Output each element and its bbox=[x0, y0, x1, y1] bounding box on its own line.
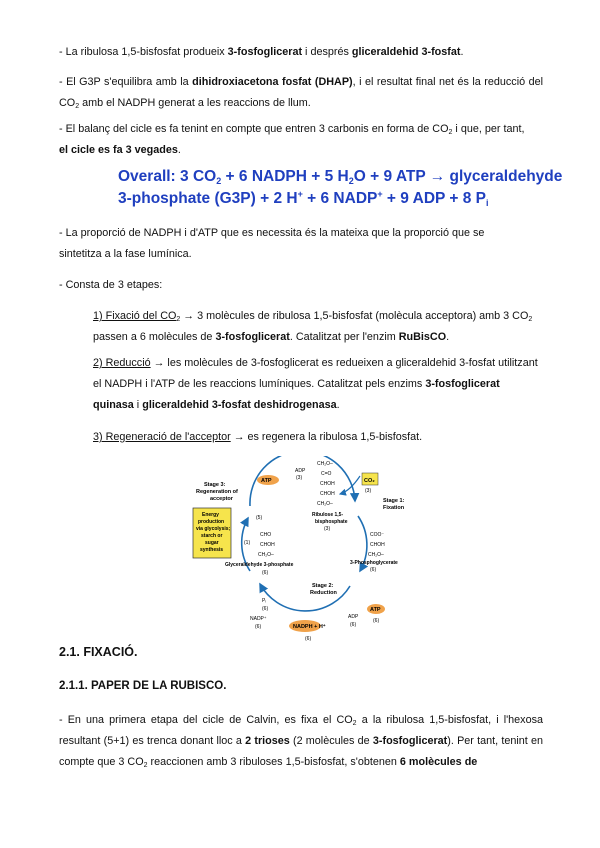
svg-text:ATP: ATP bbox=[261, 478, 272, 484]
cycle-arrow-bottom bbox=[260, 584, 350, 611]
heading-2-1: 2.1. FIXACIÓ. bbox=[59, 645, 138, 659]
calvin-cycle-diagram bbox=[190, 456, 412, 646]
svg-text:C=O: C=O bbox=[321, 471, 332, 477]
svg-text:(3): (3) bbox=[324, 526, 331, 532]
svg-text:Energy: Energy bbox=[202, 512, 219, 518]
svg-text:(6): (6) bbox=[262, 570, 269, 576]
svg-text:CHOH: CHOH bbox=[320, 481, 335, 487]
bullet-1: - La ribulosa 1,5-bisfosfat produeix 3-fosfoglicerat i després gliceraldehid 3-fosfat. bbox=[59, 46, 464, 58]
svg-text:CH₂O–: CH₂O– bbox=[368, 552, 384, 558]
svg-text:(6): (6) bbox=[255, 624, 262, 630]
svg-text:COO⁻: COO⁻ bbox=[370, 532, 385, 538]
svg-text:CO₂: CO₂ bbox=[364, 478, 375, 484]
svg-text:ADP: ADP bbox=[348, 614, 359, 620]
svg-text:(6): (6) bbox=[305, 636, 312, 642]
svg-text:Pᵢ: Pᵢ bbox=[262, 598, 267, 604]
stage-3-text: 3) Regeneració de l'acceptor → es regenera la ribulosa 1,5-bisfosfat. bbox=[93, 431, 423, 443]
svg-text:CH₂O–: CH₂O– bbox=[258, 552, 274, 558]
svg-text:Fixation: Fixation bbox=[383, 505, 405, 511]
svg-text:(6): (6) bbox=[262, 606, 269, 612]
svg-text:(6): (6) bbox=[373, 618, 380, 624]
svg-text:(6): (6) bbox=[350, 622, 357, 628]
stage-1-text: 1) Fixació del $CO_2 \to 3$ molècules de ribulosa 1,5-bisfosfat (molècula acceptora) amb 3 $CO_2$ passen a 6 molècules de 3-fosfoglicerat. Catalitzat per l'enzim RuBisCO. bbox=[93, 310, 533, 343]
heading-2-1-1: 2.1.1. PAPER DE LA RUBISCO. bbox=[59, 680, 227, 692]
svg-text:NADP⁺: NADP⁺ bbox=[250, 616, 267, 622]
svg-text:ADP: ADP bbox=[295, 468, 306, 474]
svg-text:3-Phosphoglycerate: 3-Phosphoglycerate bbox=[350, 560, 398, 566]
stage1-label: Stage 1: bbox=[383, 498, 405, 504]
svg-text:production: production bbox=[198, 519, 225, 525]
svg-text:sugar: sugar bbox=[205, 540, 219, 546]
svg-text:Ribulose 1,5-: Ribulose 1,5- bbox=[312, 512, 344, 518]
svg-text:(3): (3) bbox=[296, 475, 303, 481]
bullet-2: - El G3P s'equilibra amb la dihidroxiacetona fosfat (DHAP), i el resultat final net és la reducció del $CO_2$ amb el NADPH generat a les reaccions de llum. bbox=[59, 76, 543, 110]
svg-text:NADPH + H⁺: NADPH + H⁺ bbox=[293, 624, 326, 630]
svg-text:(1): (1) bbox=[244, 540, 251, 546]
overall-line-2: 3-phosphate (G3P) + 2 H+ + 6 NADP+ + 9 ADP + 8 $P_i$ bbox=[118, 189, 489, 208]
svg-text:via glycolysis;: via glycolysis; bbox=[196, 526, 231, 532]
bullet-5: - Consta de 3 etapes: bbox=[59, 279, 163, 291]
svg-text:CHOH: CHOH bbox=[370, 542, 385, 548]
bullet-3: - El balanç del cicle es fa tenint en compte que entren 3 carbonis en forma de $CO_2$ i que, per tant, el cicle es fa 3 vegades. bbox=[59, 123, 525, 156]
svg-text:bisphosphate: bisphosphate bbox=[315, 519, 348, 525]
bullet-4: - La proporció de NADPH i d'ATP que es necessita és la mateixa que la proporció que se sintetitza a la fase lumínica. bbox=[59, 227, 485, 260]
svg-text:starch or: starch or bbox=[201, 533, 223, 539]
overall-line-1: Overall: 3 $CO_2 + 6$ NADPH + 5 $H_2O + 9$ ATP → glyceraldehyde bbox=[118, 168, 563, 186]
svg-text:synthesis: synthesis bbox=[200, 547, 224, 553]
svg-text:Regeneration of: Regeneration of bbox=[196, 489, 238, 495]
svg-text:CH₂O–: CH₂O– bbox=[317, 501, 333, 507]
svg-text:Reduction: Reduction bbox=[310, 590, 337, 596]
paragraph-fixation: - En una primera etapa del cicle de Calvin, es fixa el $CO_2$ a la ribulosa 1,5-bisfosfat, i l'hexosa resultant (5+1) es trenca donant lloc a 2 trioses (2 molècules de 3-fosfoglicerat). Per tant, tenint en compte que 3 $CO_2$ reaccionen amb 3 ribuloses 1,5-bisfosfat, s'obtenen 6 molècules de bbox=[59, 714, 543, 769]
svg-text:(6): (6) bbox=[370, 567, 377, 573]
svg-text:acceptor: acceptor bbox=[210, 496, 233, 502]
svg-text:(5): (5) bbox=[256, 515, 263, 521]
svg-text:CHOH: CHOH bbox=[320, 491, 335, 497]
stage3-label: Stage 3: bbox=[204, 482, 226, 488]
stage-2-text: 2) Reducció → les molècules de 3-fosfoglicerat es redueixen a gliceraldehid 3-fosfat utilitzant el NADPH i l'ATP de les reaccions lumíniques. Catalitzat pels enzims 3-fosfoglicerat quinasa i gliceraldehid 3-fosfat deshidrogenasa. bbox=[93, 357, 538, 411]
svg-text:(3): (3) bbox=[365, 488, 372, 494]
svg-text:ATP: ATP bbox=[370, 607, 381, 613]
stage2-label: Stage 2: bbox=[312, 583, 334, 589]
svg-text:CHO: CHO bbox=[260, 532, 272, 538]
overall-equation bbox=[118, 166, 562, 210]
svg-text:Glyceraldehyde 3-phosphate: Glyceraldehyde 3-phosphate bbox=[225, 562, 294, 568]
svg-text:CH₂O–: CH₂O– bbox=[317, 461, 333, 467]
svg-text:CHOH: CHOH bbox=[260, 542, 275, 548]
